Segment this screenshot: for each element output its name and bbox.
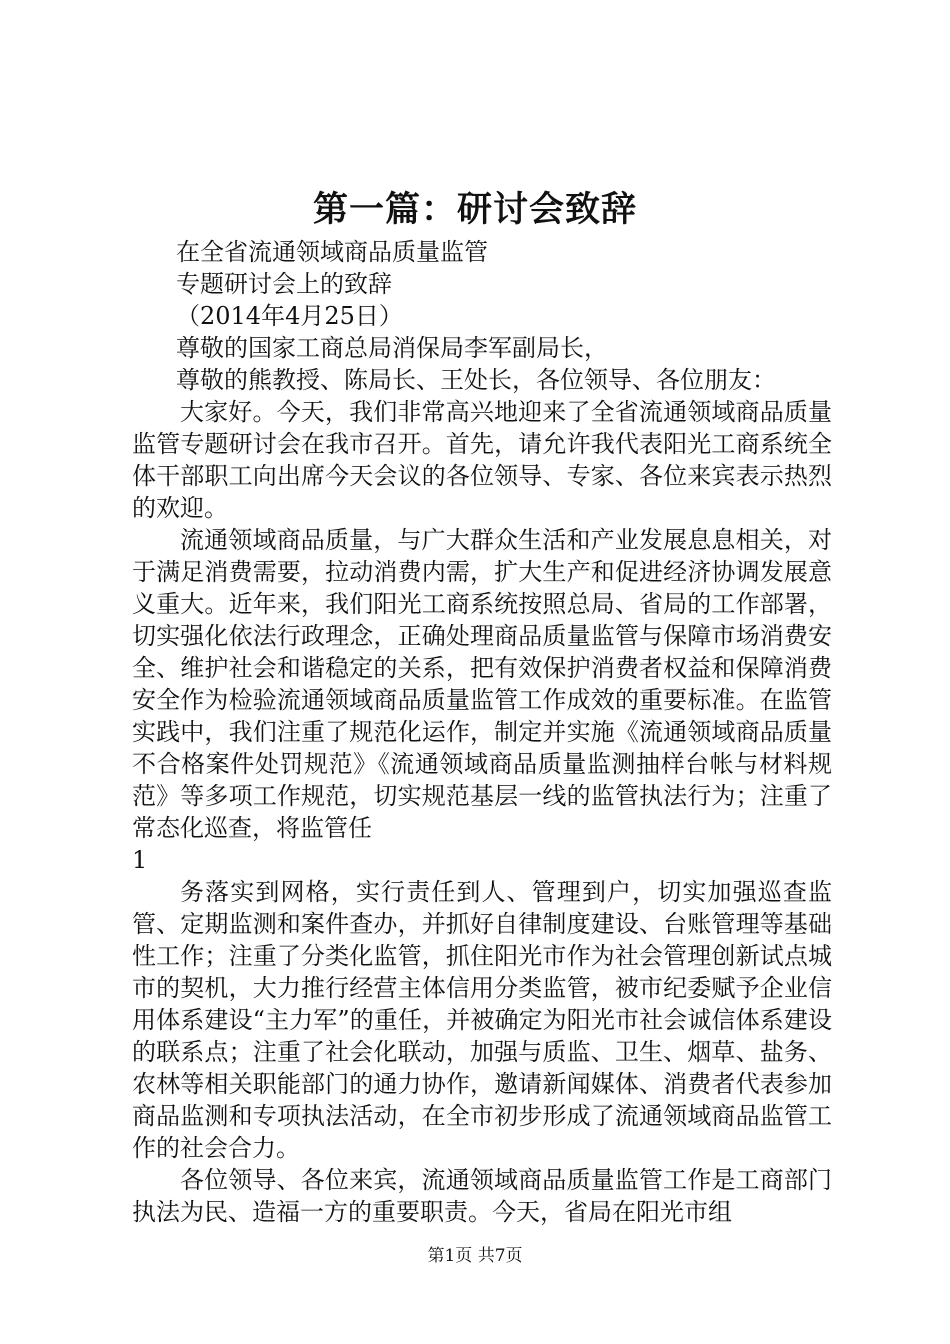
document-title: 第一篇：研讨会致辞 — [312, 189, 637, 230]
date-line: （2014年4月25日） — [176, 302, 403, 330]
paragraph-duty: 各位领导、各位来宾，流通领域商品质量监管工作是工商部门执法为民、造福一方的重要职责。今天，省局在阳光市组 — [132, 1166, 832, 1226]
heading-line-2: 专题研讨会上的致辞 — [176, 270, 392, 298]
salutation-line-1: 尊敬的国家工商总局消保局李军副局长， — [176, 334, 608, 362]
page-footer: 第1页 共7页 — [427, 1246, 523, 1266]
document-body — [132, 236, 832, 1228]
paragraph-welcome: 大家好。今天，我们非常高兴地迎来了全省流通领域商品质量监管专题研讨会在我市召开。首先，请允许我代表阳光工商系统全体干部职工向出席今天会议的各位领导、专家、各位来宾表示热烈的欢迎。 — [132, 398, 832, 522]
paragraph-grid: 务落实到网格，实行责任到人、管理到户，切实加强巡查监管、定期监测和案件查办，并抓好自律制度建设、台账管理等基础性工作；注重了分类化监管，抓住阳光市作为社会管理创新试点城市的契机，大力推行经营主体信用分类监管，被市纪委赋予企业信用体系建设“主力军”的重任，并被确定为阳光市社会诚信体系建设的联系点；注重了社会化联动，加强与质监、卫生、烟草、盐务、农林等相关职能部门的通力协作，邀请新闻媒体、消费者代表参加商品监测和专项执法活动，在全市初步形成了流通领域商品监管工作的社会合力。 — [132, 878, 832, 1162]
salutation-line-2: 尊敬的熊教授、陈局长、王处长，各位领导、各位朋友： — [176, 366, 776, 394]
heading-line-1: 在全省流通领域商品质量监管 — [176, 238, 488, 266]
inline-page-number: 1 — [132, 846, 148, 874]
paragraph-quality: 流通领域商品质量，与广大群众生活和产业发展息息相关，对于满足消费需要，拉动消费内需，扩大生产和促进经济协调发展意义重大。近年来，我们阳光工商系统按照总局、省局的工作部署，切实强化依法行政理念，正确处理商品质量监管与保障市场消费安全、维护社会和谐稳定的关系，把有效保护消费者权益和保障消费安全作为检验流通领域商品质量监管工作成效的重要标准。在监管实践中，我们注重了规范化运作，制定并实施《流通领域商品质量不合格案件处罚规范》《流通领域商品质量监测抽样台帐与材料规范》等多项工作规范，切实规范基层一线的监管执法行为；注重了常态化巡查，将监管任 — [132, 526, 832, 842]
